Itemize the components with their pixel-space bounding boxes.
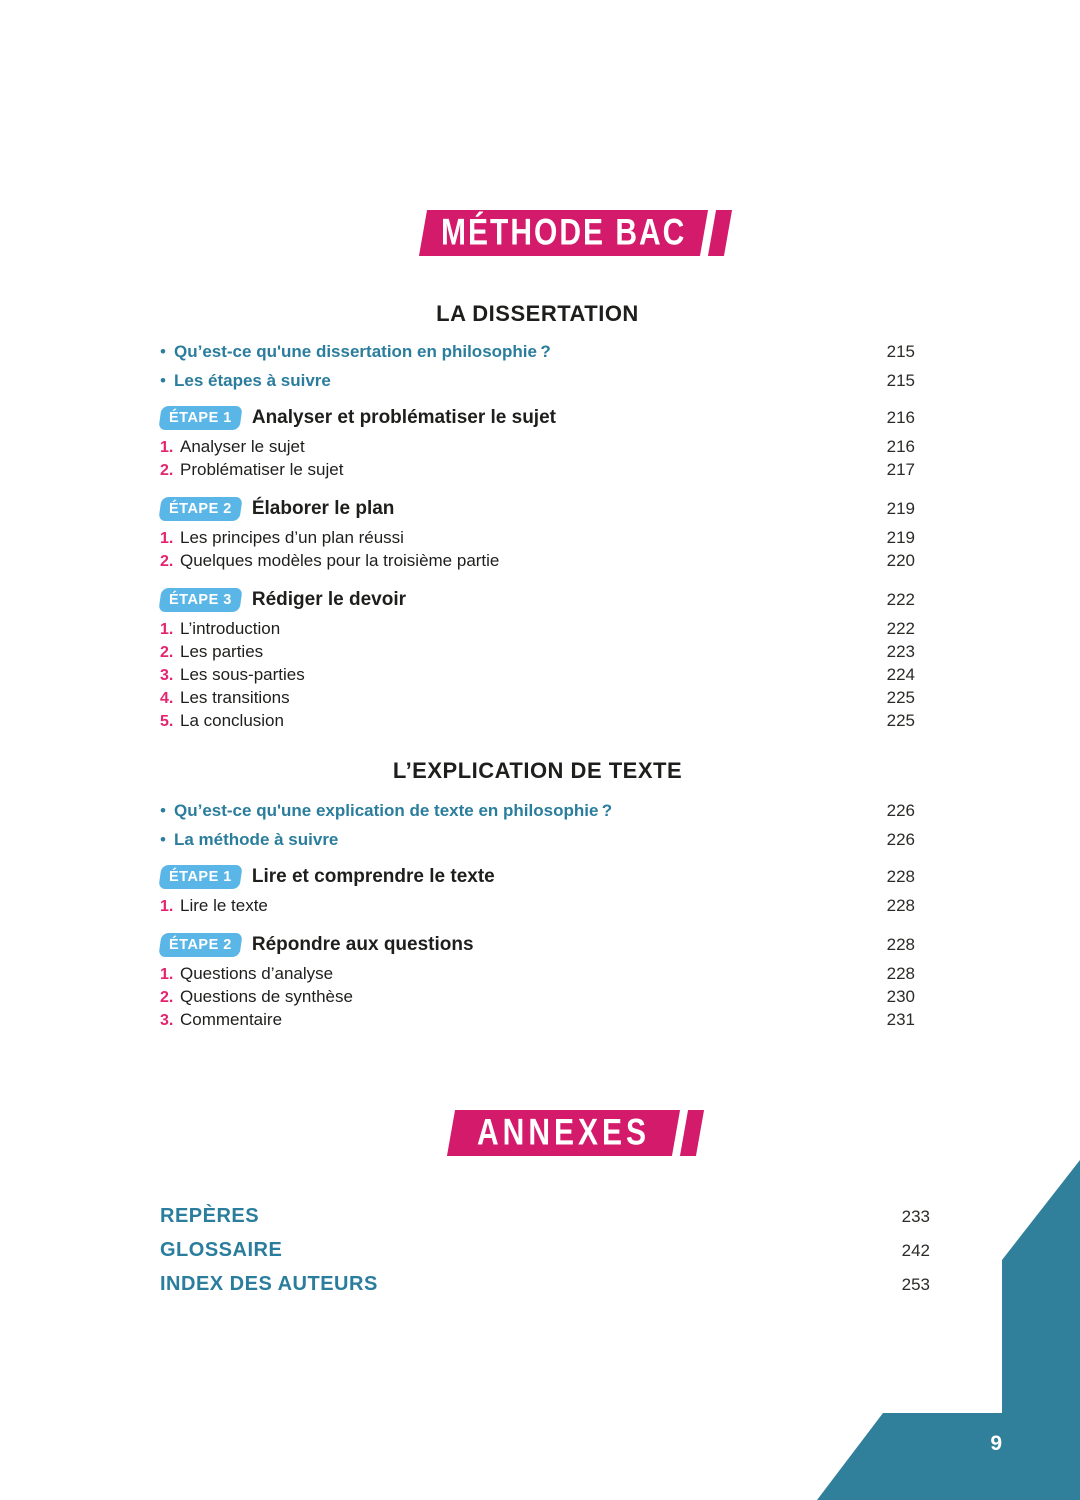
toc-entry-label: Les étapes à suivre [174, 371, 331, 390]
toc-entries-dissertation [160, 342, 915, 732]
item-number: 2. [160, 553, 174, 570]
toc-page-number: 216 [886, 408, 915, 427]
toc-item-row [160, 435, 915, 458]
toc-item-row [160, 663, 915, 686]
toc-page-number: 222 [886, 590, 915, 609]
item-number: 1. [160, 898, 174, 915]
section-title-dissertation: LA DISSERTATION [436, 301, 639, 326]
etape-badge [158, 933, 242, 957]
annex-row [160, 1204, 930, 1228]
annex-label: INDEX DES AUTEURS [160, 1273, 378, 1295]
item-number: 5. [160, 713, 174, 730]
toc-page-number: 233 [901, 1207, 930, 1226]
item-number: 1. [160, 621, 174, 638]
etape-badge [158, 865, 242, 889]
toc-entry-label: Analyser le sujet [180, 437, 305, 456]
toc-page-number: 228 [886, 896, 915, 915]
toc-entry-label: Qu’est-ce qu'une dissertation en philosophie ? [174, 342, 551, 361]
toc-entry-label: Quelques modèles pour la troisième partie [180, 551, 500, 570]
toc-entry-label: Problématiser le sujet [180, 460, 344, 479]
toc-entry-label: Questions de synthèse [180, 987, 353, 1006]
item-number: 1. [160, 966, 174, 983]
toc-entry-label: Qu’est-ce qu'une explication de texte en philosophie ? [174, 801, 613, 820]
toc-page-number: 219 [886, 528, 915, 547]
item-number: 2. [160, 462, 174, 479]
item-number: 1. [160, 439, 174, 456]
toc-page-number: 226 [886, 801, 915, 820]
bullet-icon: • [160, 830, 166, 849]
methode-bac-banner [198, 0, 953, 256]
toc-page-number: 224 [886, 665, 915, 684]
toc-page-number: 228 [886, 935, 915, 954]
etape-badge-label: ÉTAPE 1 [169, 869, 232, 885]
toc-page-number: 226 [886, 830, 915, 849]
corner-decoration [817, 1160, 1080, 1500]
toc-page-number: 219 [886, 499, 915, 518]
toc-page-number: 225 [886, 711, 915, 730]
toc-page-number: 223 [886, 642, 915, 661]
etape-badge [158, 588, 242, 612]
toc-item-row [160, 894, 915, 917]
toc-item-row [160, 1008, 915, 1031]
toc-entry-label: Analyser et problématiser le sujet [251, 407, 556, 428]
toc-page-number: 222 [886, 619, 915, 638]
annex-list [160, 1204, 930, 1296]
toc-bullet-row [160, 830, 915, 849]
toc-entry-label: Élaborer le plan [251, 498, 395, 519]
annex-label: GLOSSAIRE [160, 1239, 283, 1261]
annexes-banner [198, 1110, 953, 1156]
item-number: 1. [160, 530, 174, 547]
bullet-icon: • [160, 342, 166, 361]
toc-page-number: 215 [886, 371, 915, 390]
etape-badge-label: ÉTAPE 1 [169, 410, 232, 426]
toc-item-row [160, 985, 915, 1008]
item-number: 3. [160, 1012, 174, 1029]
toc-item-row [160, 549, 915, 572]
toc-entry-label: Commentaire [180, 1010, 283, 1029]
toc-item-row [160, 617, 915, 640]
toc-entry-label: Questions d’analyse [180, 964, 334, 983]
toc-item-row [160, 686, 915, 709]
toc-page-number: 225 [886, 688, 915, 707]
banner-tail-shape [679, 1110, 703, 1156]
toc-entry-label: La méthode à suivre [174, 830, 339, 849]
item-number: 2. [160, 644, 174, 661]
toc-etape-row [160, 587, 915, 613]
annexes-banner-shape [447, 1110, 680, 1156]
toc-page-number: 253 [901, 1275, 930, 1294]
etape-badge [158, 406, 242, 430]
etape-badge-label: ÉTAPE 3 [169, 592, 232, 608]
toc-page-number: 230 [886, 987, 915, 1006]
etape-badge-label: ÉTAPE 2 [169, 937, 232, 953]
toc-page-number: 215 [886, 342, 915, 361]
annex-row [160, 1238, 930, 1262]
toc-entry-label: Les transitions [180, 688, 290, 707]
toc-entry-label: Rédiger le devoir [251, 589, 407, 610]
toc-entries-explication [160, 801, 915, 1031]
toc-page-number: 220 [886, 551, 915, 570]
bullet-icon: • [160, 801, 166, 820]
toc-page-number: 216 [886, 437, 915, 456]
toc-bullet-row [160, 801, 915, 820]
bullet-icon: • [160, 371, 166, 390]
methode-bac-banner-shape [419, 210, 708, 256]
toc-entry-label: Lire et comprendre le texte [251, 866, 495, 887]
toc-page-number: 242 [901, 1241, 930, 1260]
page-number: 9 [990, 1432, 1002, 1455]
toc-item-row [160, 526, 915, 549]
toc-item-row [160, 962, 915, 985]
annex-row [160, 1272, 930, 1296]
item-number: 3. [160, 667, 174, 684]
corner-polygon [817, 1160, 1080, 1500]
toc-entry-label: Les principes d’un plan réussi [180, 528, 404, 547]
section-title-explication: L’EXPLICATION DE TEXTE [392, 758, 683, 783]
etape-badge-label: ÉTAPE 2 [169, 501, 232, 517]
toc-etape-row [160, 405, 915, 431]
toc-entry-label: Les parties [180, 642, 264, 661]
item-number: 4. [160, 690, 174, 707]
toc-etape-row [160, 864, 915, 890]
item-number: 2. [160, 989, 174, 1006]
toc-entry-label: Répondre aux questions [251, 934, 474, 955]
toc-item-row [160, 640, 915, 663]
toc-item-row [160, 458, 915, 481]
methode-bac-banner-label: MÉTHODE BAC [441, 211, 687, 253]
toc-entry-label: Les sous-parties [180, 665, 305, 684]
toc-page-number: 231 [886, 1010, 915, 1029]
toc-entry-label: L’introduction [180, 619, 281, 638]
toc-etape-row [160, 932, 915, 958]
banner-tail-shape [708, 210, 732, 256]
toc-bullet-row [160, 371, 915, 390]
toc-etape-row [160, 496, 915, 522]
toc-entry-label: La conclusion [180, 711, 284, 730]
toc-entry-label: Lire le texte [180, 896, 268, 915]
toc-page-number: 228 [886, 867, 915, 886]
toc-item-row [160, 709, 915, 732]
annexes-banner-label: ANNEXES [477, 1111, 651, 1153]
etape-badge [158, 497, 242, 521]
toc-page-number: 228 [886, 964, 915, 983]
toc-bullet-row [160, 342, 915, 361]
annex-label: REPÈRES [160, 1205, 260, 1227]
toc-page-number: 217 [886, 460, 915, 479]
